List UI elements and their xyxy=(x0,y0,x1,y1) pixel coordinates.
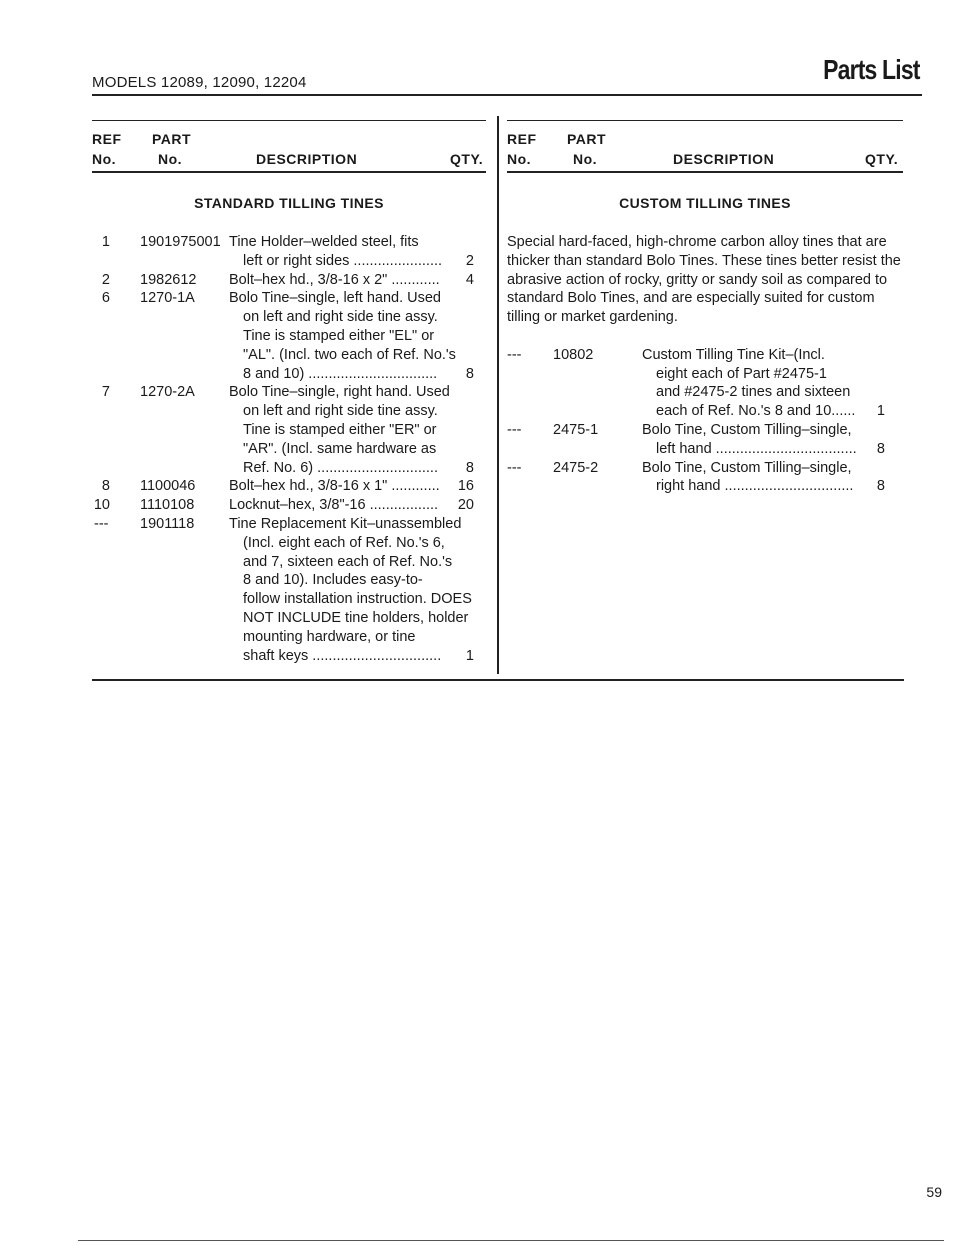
description-line: shaft keys ................................ xyxy=(243,647,442,664)
description-line: follow installation instruction. DOES xyxy=(243,591,472,608)
intro-line: abrasive action of rocky, gritty or sandy soil as compared to xyxy=(507,271,888,288)
description-line: NOT INCLUDE tine holders, holder xyxy=(243,609,469,626)
ref-label: REF xyxy=(92,131,122,147)
description-line: 8 and 10) ................................ xyxy=(243,365,438,382)
intro-line: tilling or market gardening. xyxy=(507,309,678,326)
custom-tilling-tines-title: CUSTOM TILLING TINES xyxy=(619,195,791,211)
standard-tilling-tines-title: STANDARD TILLING TINES xyxy=(194,195,384,211)
description-line: Bolo Tine, Custom Tilling–single, xyxy=(642,421,852,438)
description-line: Bolo Tine–single, left hand. Used xyxy=(229,290,441,307)
part-label: PART xyxy=(567,131,607,147)
custom-parts-list xyxy=(507,346,903,496)
part-number: 2475-2 xyxy=(553,459,599,476)
description-line: Bolt–hex hd., 3/8-16 x 2" ............ xyxy=(229,271,440,288)
description-line: and 7, sixteen each of Ref. No.'s xyxy=(243,553,453,570)
qty-label: QTY. xyxy=(865,151,899,167)
description-line: 8 and 10). Includes easy-to- xyxy=(243,572,423,589)
custom-tines-intro xyxy=(507,233,903,327)
part-number: 1982612 xyxy=(140,271,197,288)
part-number: 1100046 xyxy=(140,478,196,495)
part-row xyxy=(92,289,486,383)
right-column-header xyxy=(507,121,903,173)
ref-number: 8 xyxy=(101,478,110,495)
quantity: 8 xyxy=(876,440,885,457)
quantity: 4 xyxy=(465,271,474,288)
part-number: 1110108 xyxy=(140,497,195,514)
part-row xyxy=(507,346,903,421)
ref-number: 10 xyxy=(93,497,110,514)
intro-line: Special hard-faced, high-chrome carbon alloy tines that are xyxy=(507,234,887,250)
description-line: Tine Replacement Kit–unassembled xyxy=(229,515,462,532)
column-divider xyxy=(497,116,499,674)
table-bottom-rule xyxy=(92,679,904,681)
standard-parts-list xyxy=(92,233,486,665)
description-line: on left and right side tine assy. xyxy=(243,309,438,326)
part-number: 10802 xyxy=(553,346,594,363)
quantity: 16 xyxy=(457,478,474,495)
description-label: DESCRIPTION xyxy=(673,151,775,167)
page-title: Parts List xyxy=(823,54,920,85)
models-line: MODELS 12089, 12090, 12204 xyxy=(92,74,307,91)
ref-number: 6 xyxy=(101,290,110,307)
quantity: 1 xyxy=(465,647,474,664)
description-line: mounting hardware, or tine xyxy=(243,628,416,645)
description-line: Tine is stamped either "EL" or xyxy=(243,327,435,344)
intro-line: standard Bolo Tines, and are especially suited for custom xyxy=(507,290,875,307)
ref-no-label: No. xyxy=(92,151,117,167)
left-column xyxy=(92,120,486,665)
description-line: Bolo Tine–single, right hand. Used xyxy=(229,384,450,401)
description-line: each of Ref. No.'s 8 and 10...... xyxy=(656,403,856,420)
quantity: 2 xyxy=(465,252,474,269)
ref-no-label: No. xyxy=(507,151,532,167)
ref-number: 7 xyxy=(101,384,110,401)
part-row xyxy=(92,271,486,290)
part-number: 1270-2A xyxy=(140,384,195,401)
description-label: DESCRIPTION xyxy=(256,151,358,167)
description-line: Custom Tilling Tine Kit–(Incl. xyxy=(642,346,825,363)
right-column xyxy=(507,120,903,496)
description-line: Ref. No. 6) .............................. xyxy=(243,459,438,476)
part-row xyxy=(92,477,486,496)
part-row xyxy=(92,233,486,271)
part-row xyxy=(507,421,903,459)
left-column-header xyxy=(92,121,486,173)
quantity: 8 xyxy=(465,459,474,476)
ref-number: --- xyxy=(507,346,522,363)
part-no-label: No. xyxy=(158,151,183,167)
description-line: Bolt–hex hd., 3/8-16 x 1" ............ xyxy=(229,478,440,495)
quantity: 1 xyxy=(876,403,885,420)
description-line: right hand ................................ xyxy=(656,478,854,495)
intro-line: thicker than standard Bolo Tines. These tines better resist the xyxy=(507,252,901,269)
ref-number: 2 xyxy=(101,271,110,288)
description-line: Bolo Tine, Custom Tilling–single, xyxy=(642,459,852,476)
description-line: "AL". (Incl. two each of Ref. No.'s xyxy=(243,346,456,363)
description-line: eight each of Part #2475-1 xyxy=(656,365,827,382)
description-line: left or right sides ...................... xyxy=(243,252,443,269)
part-number: 1270-1A xyxy=(140,290,195,307)
description-line: and #2475-2 tines and sixteen xyxy=(656,384,851,401)
description-line: on left and right side tine assy. xyxy=(243,403,438,420)
qty-label: QTY. xyxy=(450,151,484,167)
description-line: Tine Holder–welded steel, fits xyxy=(229,234,419,250)
part-number: 1901118 xyxy=(140,515,195,532)
ref-number: --- xyxy=(94,515,109,532)
part-row xyxy=(92,383,486,477)
description-line: "AR". (Incl. same hardware as xyxy=(243,440,437,457)
part-row xyxy=(92,515,486,665)
description-line: (Incl. eight each of Ref. No.'s 6, xyxy=(243,534,445,551)
quantity: 8 xyxy=(465,365,474,382)
footer-rule xyxy=(78,1240,944,1241)
page-number: 59 xyxy=(926,1184,942,1200)
description-line: Tine is stamped either "ER" or xyxy=(243,421,437,438)
description-line: Locknut–hex, 3/8"-16 ................. xyxy=(229,497,439,514)
part-no-label: No. xyxy=(573,151,598,167)
ref-label: REF xyxy=(507,131,537,147)
part-number: 1901975001 xyxy=(140,234,221,250)
part-row xyxy=(92,496,486,515)
part-row xyxy=(507,459,903,497)
ref-number: 1 xyxy=(101,234,110,250)
ref-number: --- xyxy=(507,421,522,438)
description-line: left hand ................................... xyxy=(656,440,857,457)
ref-number: --- xyxy=(507,459,522,476)
quantity: 8 xyxy=(876,478,885,495)
part-label: PART xyxy=(152,131,192,147)
part-number: 2475-1 xyxy=(553,421,599,438)
header-rule xyxy=(92,94,922,96)
quantity: 20 xyxy=(457,497,474,514)
